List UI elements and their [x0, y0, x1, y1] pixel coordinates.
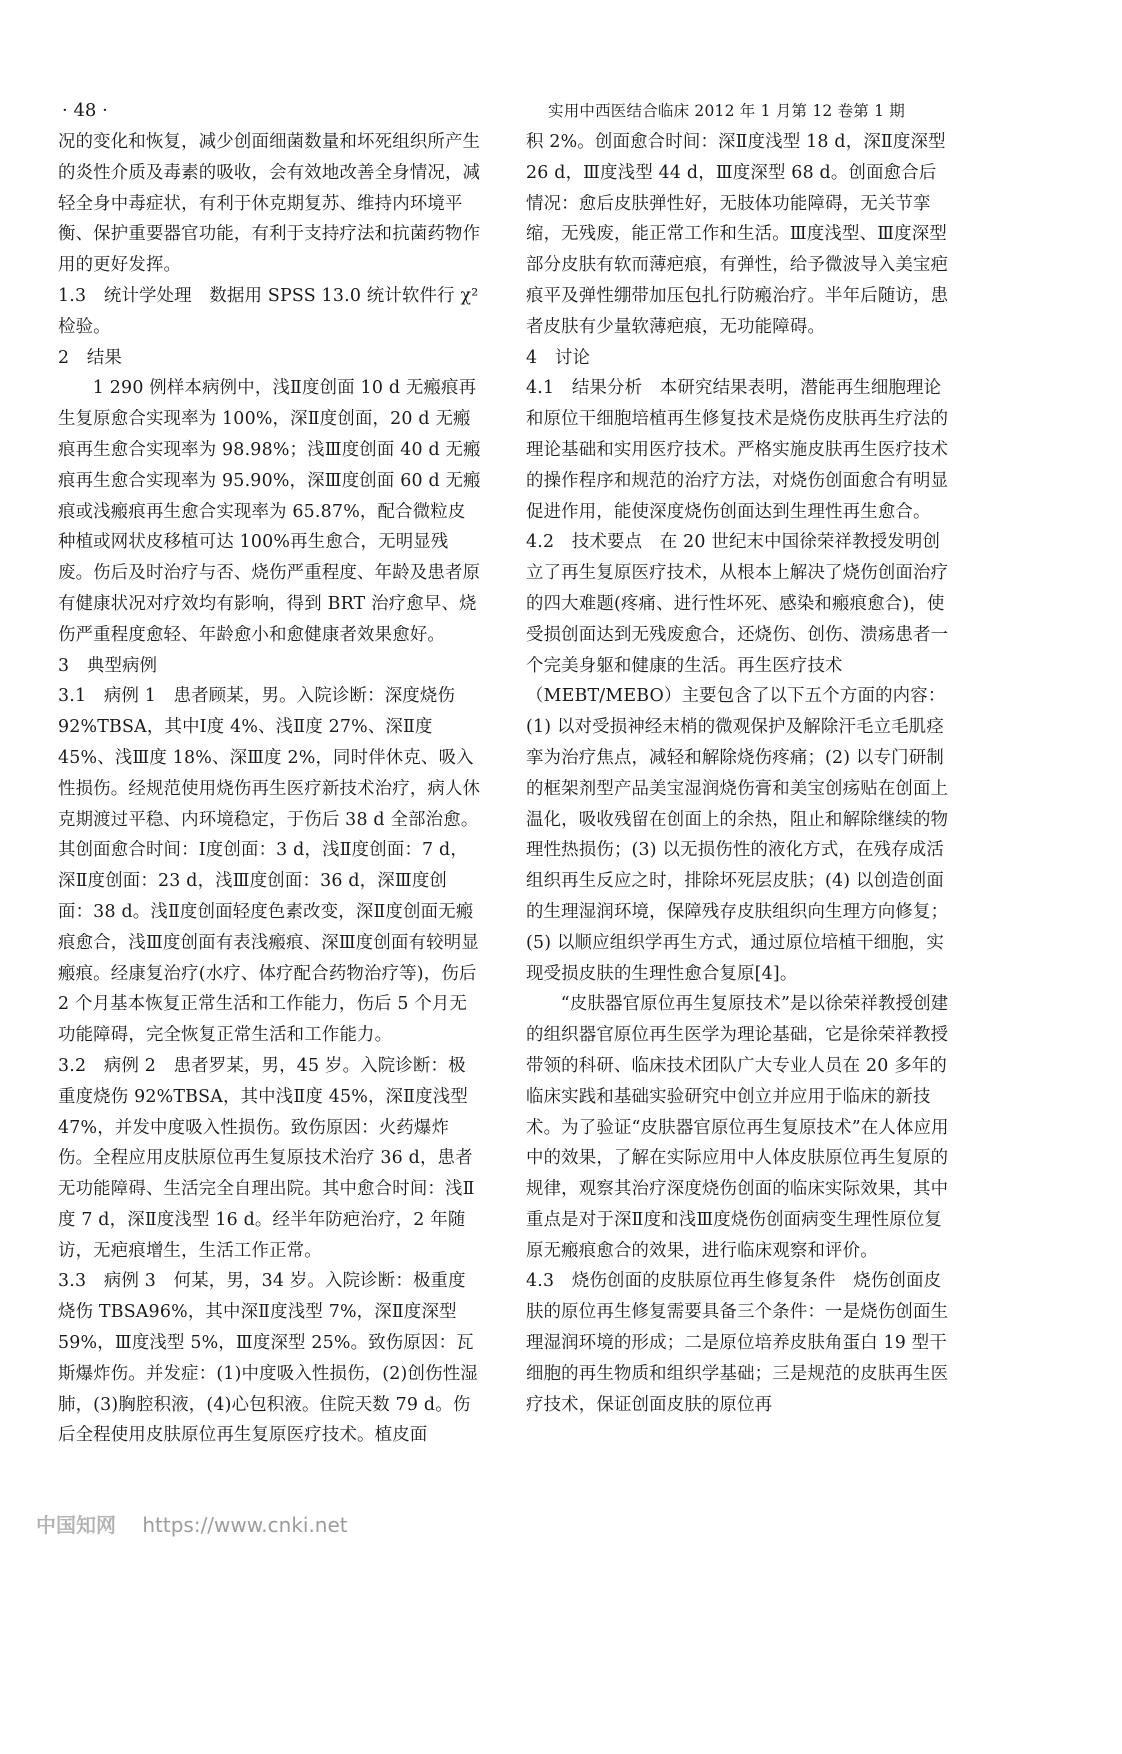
- section-heading-results: 2 结果: [58, 347, 123, 368]
- case-paragraph-3: 3.3 病例 3 何某，男，34 岁。入院诊断：极重度烧伤 TBSA96%，其中深Ⅱ度浅型 7%，深Ⅱ度深型 59%，Ⅲ度浅型 5%，Ⅲ度深型 25%。致伤原因：瓦斯爆炸伤。并发症：(1)中度吸入性损伤，(2)创伤性湿肺，(3)胸腔积液，(4)心包积液。住院天数 79 d。伤后全程使用皮肤原位再生复原医疗技术。植皮面: [58, 1271, 478, 1446]
- left-column: [58, 127, 481, 1451]
- paragraph: 1 290 例样本病例中，浅Ⅱ度创面 10 d 无瘢痕再生复原愈合实现率为 100%，深Ⅱ度创面，20 d 无瘢痕再生愈合实现率为 98.98%；浅Ⅲ度创面 40 d 无瘢痕再生愈合实现率为 95.90%，深Ⅲ度创面 60 d 无瘢痕或浅瘢痕再生愈合实现率为 65.87%，配合微粒皮种植或网状皮移植可达 100%再生愈合，无明显残废。伤后及时治疗与否、烧伤严重程度、年龄及患者原有健康状况对疗效均有影响，得到 BRT 治疗愈早、烧伤严重程度愈轻、年龄愈小和愈健康者效果愈好。: [58, 378, 481, 645]
- page-number: · 48 ·: [62, 100, 108, 121]
- watermark-footer: [36, 1509, 348, 1538]
- subsection-technical-points: 4.2 技术要点 在 20 世纪末中国徐荣祥教授发明创立了再生复原医疗技术，从根本上解决了烧伤创面治疗的四大难题(疼痛、进行性坏死、感染和瘢痕愈合)，使受损创面达到无残废愈合，还烧伤、创伤、溃疡患者一个完美身躯和健康的生活。再生医疗技术（MEBT/MEBO）主要包含了以下五个方面的内容：(1) 以对受损神经末梢的微观保护及解除汗毛立毛肌痉挛为治疗焦点，减轻和解除烧伤疼痛；(2) 以专门研制的框架剂型产品美宝湿润烧伤膏和美宝创疡贴在创面上温化，吸收残留在创面上的余热，阻止和解除继续的物理性热损伤；(3) 以无损伤性的液化方式，在残存成活组织再生反应之时，排除坏死层皮肤；(4) 以创造创面的生理湿润环境，保障残存皮肤组织向生理方向修复；(5) 以顺应组织学再生方式，通过原位培植干细胞，实现受损皮肤的生理性愈合复原[4]。: [526, 532, 949, 984]
- right-column: [526, 127, 949, 1420]
- case-paragraph-2: 3.2 病例 2 患者罗某，男，45 岁。入院诊断：极重度烧伤 92%TBSA，其中浅Ⅱ度 45%，深Ⅱ度浅型 47%，并发中度吸入性损伤。致伤原因：火药爆炸伤。全程应用皮肤原位再生复原技术治疗 36 d，患者无功能障碍、生活完全自理出院。其中愈合时间：浅Ⅱ度 7 d，深Ⅱ度浅型 16 d。经半年防疤治疗，2 年随访，无疤痕增生，生活工作正常。: [58, 1055, 475, 1261]
- cnki-url[interactable]: https://www.cnki.net: [142, 1513, 348, 1537]
- journal-running-head: 实用中西医结合临床 2012 年 1 月第 12 卷第 1 期: [548, 102, 906, 120]
- paragraph: “皮肤器官原位再生复原技术”是以徐荣祥教授创建的组织器官原位再生医学为理论基础，它是徐荣祥教授带领的科研、临床技术团队广大专业人员在 20 多年的临床实践和基础实验研究中创立并应用于临床的新技术。为了验证“皮肤器官原位再生复原技术”在人体应用中的效果，了解在实际应用中人体皮肤原位再生复原的规律，观察其治疗深度烧伤创面的临床实际效果，其中重点是对于深Ⅱ度和浅Ⅲ度烧伤创面病变生理性原位复原无瘢痕愈合的效果，进行临床观察和评价。: [526, 994, 949, 1261]
- section-heading-statistics: 1.3 统计学处理 数据用 SPSS 13.0 统计软件行 χ² 检验。: [58, 285, 479, 337]
- subsection-repair-conditions: 4.3 烧伤创面的皮肤原位再生修复条件 烧伤创面皮肤的原位再生修复需要具备三个条件：一是烧伤创面生理湿润环境的形成；二是原位培养皮肤角蛋白 19 型干细胞的再生物质和组织学基础；三是规范的皮肤再生医疗技术，保证创面皮肤的原位再: [526, 1271, 949, 1415]
- case-paragraph-1: 3.1 病例 1 患者顾某，男。入院诊断：深度烧伤 92%TBSA，其中Ⅰ度 4%、浅Ⅱ度 27%、深Ⅱ度 45%、浅Ⅲ度 18%、深Ⅲ度 2%，同时伴休克、吸入性损伤。经规范使用烧伤再生医疗新技术治疗，病人休克期渡过平稳、内环境稳定，于伤后 38 d 全部治愈。其创面愈合时间：Ⅰ度创面：3 d，浅Ⅱ度创面：7 d，深Ⅱ度创面：23 d，浅Ⅲ度创面：36 d，深Ⅲ度创面：38 d。浅Ⅱ度创面轻度色素改变，深Ⅱ度创面无瘢痕愈合，浅Ⅲ度创面有表浅瘢痕、深Ⅲ度创面有较明显瘢痕。经康复治疗(水疗、体疗配合药物治疗等)，伤后 2 个月基本恢复正常生活和工作能力，伤后 5 个月无功能障碍，完全恢复正常生活和工作能力。: [58, 686, 481, 1046]
- paragraph: 积 2%。创面愈合时间：深Ⅱ度浅型 18 d，深Ⅱ度深型 26 d，Ⅲ度浅型 44 d，Ⅲ度深型 68 d。创面愈合后情况：愈后皮肤弹性好，无肢体功能障碍，无关节挛缩，无残废，能正常工作和生活。Ⅲ度浅型、Ⅲ度深型部分皮肤有软而薄疤痕，有弹性，给予微波导入美宝疤痕平及弹性绷带加压包扎行防瘢治疗。半年后随访，患者皮肤有少量软薄疤痕，无功能障碍。: [526, 132, 949, 337]
- subsection-results-analysis: 4.1 结果分析 本研究结果表明，潜能再生细胞理论和原位干细胞培植再生修复技术是烧伤皮肤再生疗法的理论基础和实用医疗技术。严格实施皮肤再生医疗技术的操作程序和规范的治疗方法，对烧伤创面愈合有明显促进作用，能使深度烧伤创面达到生理性再生愈合。: [526, 378, 949, 522]
- cnki-logo-text: 中国知网: [36, 1513, 116, 1537]
- paragraph: 况的变化和恢复，减少创面细菌数量和坏死组织所产生的炎性介质及毒素的吸收，会有效地改善全身情况，减轻全身中毒症状，有利于休克期复苏、维持内环境平衡、保护重要器官功能，有利于支持疗法和抗菌药物作用的更好发挥。: [58, 132, 481, 276]
- section-heading-typical-cases: 3 典型病例: [58, 655, 158, 676]
- section-heading-discussion: 4 讨论: [526, 347, 591, 368]
